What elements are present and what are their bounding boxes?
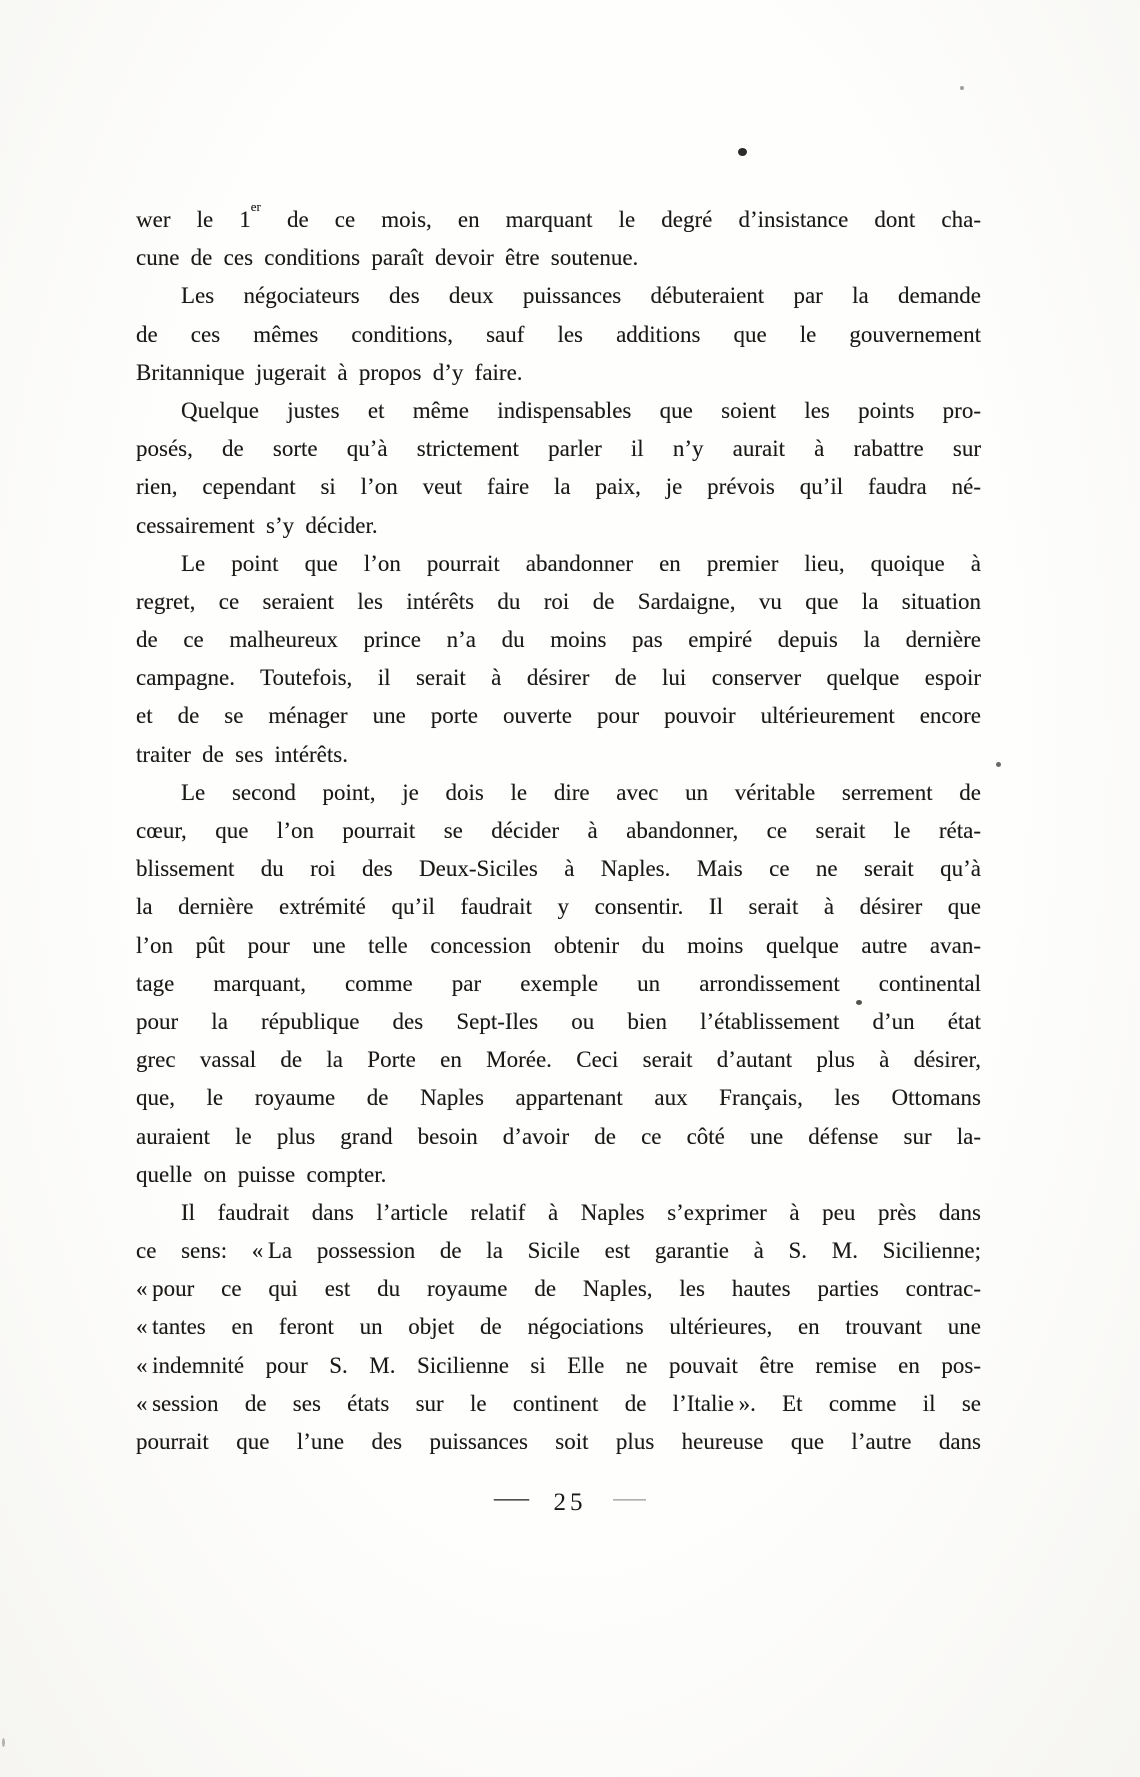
- text-line: Quelque justes et même indispensables que soient les points pro-: [181, 397, 981, 423]
- text-line: quelle on puisse compter.: [136, 1161, 387, 1187]
- ink-speck: [2, 1738, 5, 1747]
- text-line: tage marquant, comme par exemple un arrondissement continental: [136, 970, 981, 996]
- page-footer: [0, 1484, 1140, 1518]
- text-line: traiter de ses intérêts.: [136, 741, 348, 767]
- ink-speck: [856, 1000, 862, 1005]
- text-line: « pour ce qui est du royaume de Naples, les hautes parties contrac-: [136, 1276, 981, 1302]
- text-line: de ces mêmes conditions, sauf les additions que le gouvernement: [136, 321, 981, 347]
- text-line: la dernière extrémité qu’il faudrait y consentir. Il serait à désirer que: [136, 894, 981, 920]
- text-line: pour la république des Sept-Iles ou bien l’établissement d’un état: [136, 1008, 981, 1034]
- text-line: posés, de sorte qu’à strictement parler il n’y aurait à rabattre sur: [136, 436, 981, 462]
- text-line: Le second point, je dois le dire avec un véritable serrement de: [181, 779, 981, 805]
- text-line: Britannique jugerait à propos d’y faire.: [136, 359, 523, 385]
- text-line: cessairement s’y décider.: [136, 512, 378, 538]
- text-line: de ce malheureux prince n’a du moins pas empiré depuis la dernière: [136, 627, 981, 653]
- text-line: Il faudrait dans l’article relatif à Naples s’exprimer à peu près dans: [181, 1199, 981, 1225]
- text-line: rien, cependant si l’on veut faire la paix, je prévois qu’il faudra né-: [136, 474, 981, 500]
- page-number: 25: [553, 1489, 587, 1516]
- paragraph: [136, 201, 981, 277]
- paragraph: [136, 392, 981, 545]
- text-line: blissement du roi des Deux-Siciles à Naples. Mais ce ne serait qu’à: [136, 856, 981, 882]
- text-line: et de se ménager une porte ouverte pour pouvoir ultérieurement encore: [136, 703, 981, 729]
- text-line: wer le 1er de ce mois, en marquant le degré d’insistance dont cha-: [136, 199, 981, 232]
- text-line: cœur, que l’on pourrait se décider à abandonner, ce serait le réta-: [136, 818, 981, 843]
- text-line: « indemnité pour S. M. Sicilienne si Elle ne pouvait être remise en pos-: [136, 1352, 981, 1378]
- ink-speck: [996, 762, 1001, 767]
- footer-dash-left: —: [493, 1485, 529, 1512]
- text-line: que, le royaume de Naples appartenant aux Français, les Ottomans: [136, 1085, 981, 1111]
- text-line: ce sens: « La possession de la Sicile est garantie à S. M. Sicilienne;: [136, 1238, 981, 1264]
- text-line: campagne. Toutefois, il serait à désirer de lui conserver quelque espoir: [136, 665, 981, 691]
- text-line: « session de ses états sur le continent de l’Italie ». Et comme il se: [136, 1390, 981, 1416]
- text-line: « tantes en feront un objet de négociations ultérieures, en trouvant une: [136, 1314, 981, 1340]
- text-line: pourrait que l’une des puissances soit plus heureuse que l’autre dans: [136, 1429, 981, 1454]
- text-line: Les négociateurs des deux puissances débuteraient par la demande: [181, 283, 981, 309]
- text-line: Le point que l’on pourrait abandonner en premier lieu, quoique à: [181, 550, 981, 576]
- text-line: grec vassal de la Porte en Morée. Ceci serait d’autant plus à désirer,: [136, 1047, 981, 1073]
- paragraph: [136, 545, 981, 774]
- ink-speck: [960, 86, 964, 90]
- paragraph: [136, 1194, 981, 1461]
- text-block: [136, 201, 981, 1461]
- text-line: l’on pût pour une telle concession obtenir du moins quelque autre avan-: [136, 932, 981, 958]
- text-line: regret, ce seraient les intérêts du roi de Sardaigne, vu que la situation: [136, 588, 981, 614]
- text-line: cune de ces conditions paraît devoir être soutenue.: [136, 245, 639, 271]
- ink-speck: [738, 148, 747, 156]
- footer-dash-right: —: [612, 1485, 646, 1512]
- text-line: auraient le plus grand besoin d’avoir de ce côté une défense sur la-: [136, 1123, 981, 1149]
- paragraph: [136, 774, 981, 1194]
- paragraph: [136, 277, 981, 392]
